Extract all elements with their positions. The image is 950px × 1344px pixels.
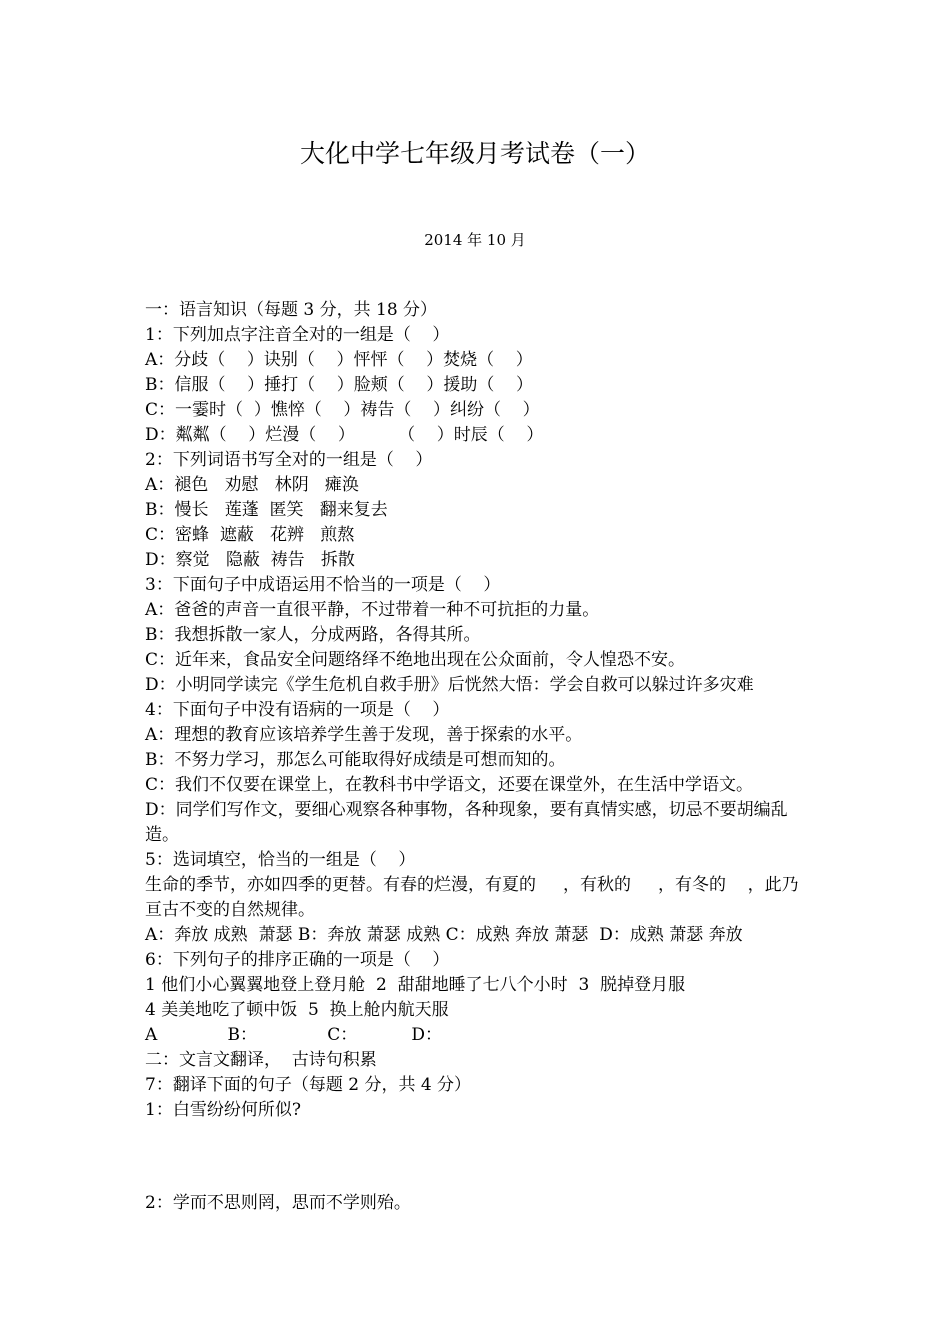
q6-options: A B： C： D：: [145, 1025, 442, 1045]
question-2: 2：下列词语书写全对的一组是（ ）: [145, 450, 433, 470]
q4-option-a: A：理想的教育应该培养学生善于发现，善于探索的水平。: [145, 725, 583, 745]
q2-option-c: C：密蜂 遮蔽 花辨 煎熬: [145, 525, 355, 545]
q1-option-c: C：一霎时（ ）憔悴（ ）祷告（ ）纠纷（ ）: [145, 400, 540, 420]
q3-option-a: A：爸爸的声音一直很平静，不过带着一种不可抗拒的力量。: [145, 600, 600, 620]
q1-option-a: A：分歧（ ）诀别（ ）怦怦（ ）焚烧（ ）: [145, 350, 533, 370]
q3-option-c: C：近年来，食品安全问题络绎不绝地出现在公众面前，令人惶恐不安。: [145, 650, 686, 670]
q6-sentences-1: 1 他们小心翼翼地登上登月舱 2 甜甜地睡了七八个小时 3 脱掉登月服: [145, 975, 686, 995]
q4-option-d: D：同学们写作文，要细心观察各种事物，各种现象，要有真情实感，切忌不要胡编乱造。: [145, 800, 788, 845]
q1-option-b: B：信服（ ）捶打（ ）脸颊（ ）援助（ ）: [145, 375, 533, 395]
q3-option-b: B：我想拆散一家人，分成两路，各得其所。: [145, 625, 481, 645]
q2-option-d: D：察觉 隐蔽 祷告 拆散: [145, 550, 355, 570]
question-3: 3：下面句子中成语运用不恰当的一项是（ ）: [145, 575, 501, 595]
q1-option-d: D：粼粼（ ）烂漫（ ） （ ）时辰（ ）: [145, 425, 544, 445]
q7-item-2: 2：学而不思则罔，思而不学则殆。: [145, 1193, 411, 1213]
q3-option-d: D：小明同学读完《学生危机自救手册》后恍然大悟：学会自救可以躲过许多灾难: [145, 675, 754, 695]
exam-content: [145, 298, 813, 1216]
section-heading-1: 一：语言知识（每题 3 分，共 18 分）: [145, 300, 438, 320]
question-6: 6：下列句子的排序正确的一项是（ ）: [145, 950, 450, 970]
question-1: 1：下列加点字注音全对的一组是（ ）: [145, 325, 450, 345]
section-heading-2: 二：文言文翻译， 古诗句积累: [145, 1050, 377, 1070]
q2-option-b: B：慢长 莲蓬 匿笑 翻来复去: [145, 500, 388, 520]
q4-option-b: B：不努力学习，那怎么可能取得好成绩是可想而知的。: [145, 750, 566, 770]
exam-date: 2014 年 10 月: [424, 231, 526, 249]
q7-item-1: 1：白雪纷纷何所似?: [145, 1100, 301, 1120]
question-5: 5：选词填空，恰当的一组是（ ）: [145, 850, 416, 870]
q6-sentences-2: 4 美美地吃了顿中饭 5 换上舱内航天服: [145, 1000, 449, 1020]
exam-title: 大化中学七年级月考试卷（一）: [299, 139, 650, 168]
answer-space: [145, 1123, 813, 1191]
q4-option-c: C：我们不仅要在课堂上，在教科书中学语文，还要在课堂外，在生活中学语文。: [145, 775, 754, 795]
question-7: 7：翻译下面的句子（每题 2 分，共 4 分）: [145, 1075, 472, 1095]
q2-option-a: A：褪色 劝慰 林阴 瘫涣: [145, 475, 359, 495]
question-4: 4：下面句子中没有语病的一项是（ ）: [145, 700, 450, 720]
q5-options: A：奔放 成熟 萧瑟 B：奔放 萧瑟 成熟 C：成熟 奔放 萧瑟 D：成熟 萧瑟 奔放: [145, 925, 743, 945]
q5-passage: 生命的季节，亦如四季的更替。有春的烂漫，有夏的 ，有秋的 ，有冬的 ，此乃亘古不变的自然规律。: [145, 875, 799, 920]
